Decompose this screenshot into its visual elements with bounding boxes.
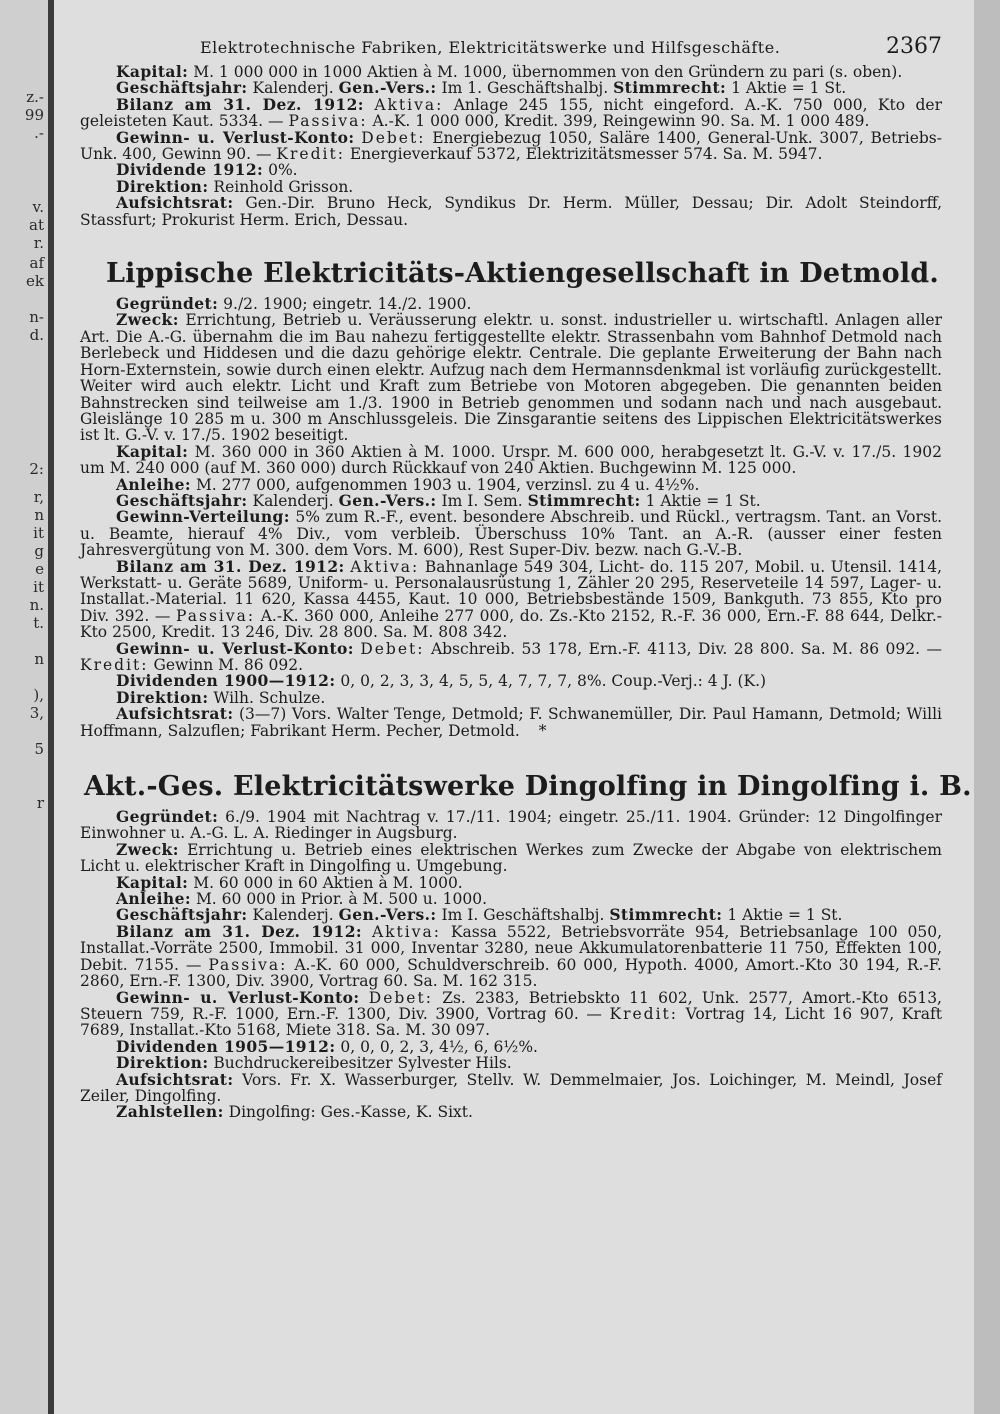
company-entry-continued xyxy=(80,64,942,228)
prev-fragment: n- xyxy=(29,308,44,326)
field-value: Energiebezug 1050, Saläre 1400, General-Unk. 3007, Betriebs-Unk. 400, Gewinn 90. — xyxy=(80,128,942,164)
entry-gewinn-verlust xyxy=(80,987,942,1040)
prev-fragment: n. xyxy=(29,596,44,614)
field-label: Kapital: xyxy=(116,872,189,892)
field-value: Buchdruckereibesitzer Sylvester Hils. xyxy=(213,1054,512,1073)
field-label: Direktion: xyxy=(116,1053,209,1073)
prev-fragment: g xyxy=(34,542,44,560)
field-label: Gewinn- u. Verlust-Konto: xyxy=(116,638,354,658)
entry-bilanz xyxy=(80,556,942,642)
field-label: Anleihe: xyxy=(116,474,191,494)
field-label: Gen.-Vers.: xyxy=(338,490,437,510)
field-value: Anlage 245 155, nicht eingeford. A.-K. 750 000, Kto der geleisteten Kaut. 5334. — xyxy=(80,95,942,131)
field-label: Gewinn- u. Verlust-Konto: xyxy=(116,127,355,147)
field-value: M. 360 000 in 360 Aktien à M. 1000. Urspr. M. 600 000, herabgesetzt lt. G.-V. v. 17./5. 1902 um M. 240 000 (auf M. 360 000) durch Rückkauf von 240 Aktien. Buchgewinn M. 125 000. xyxy=(80,442,942,478)
prev-fragment: 99 xyxy=(24,106,44,124)
field-label: Dividende 1912: xyxy=(116,160,264,180)
field-value: Vors. Fr. X. Wasserburger, Stellv. W. Demmelmaier, Jos. Loichinger, M. Meindl, Josef Zeiler, Dingolfing. xyxy=(80,1070,942,1105)
field-value: M. 277 000, aufgenommen 1903 u. 1904, verzinsl. zu 4 u. 4½%. xyxy=(195,475,700,494)
prev-fragment: v. xyxy=(32,198,44,216)
field-value: A.-K. 360 000, Anleihe 277 000, do. Zs.-Kto 2152, R.-F. 36 000, Ern.-F. 88 644, Delkr.-Kto 2500, Kredit. 13 246, Div. 28 800. Sa. M. 808 342. xyxy=(80,606,942,642)
company-entry-lippische xyxy=(80,258,942,739)
field-label: Stimmrecht: xyxy=(613,78,727,98)
entry-gewinn-verlust xyxy=(80,638,942,674)
entry-gewinn-verteilung xyxy=(80,509,942,558)
field-value: Kalenderj. xyxy=(252,906,334,925)
debet-label: Debet: xyxy=(368,988,433,1007)
field-label: Gen.-Vers.: xyxy=(338,78,437,98)
field-label: Geschäftsjahr: xyxy=(116,490,248,510)
field-label: Dividenden 1900—1912: xyxy=(116,671,336,691)
running-title: Elektrotechnische Fabriken, Elektricitätswerke und Hilfsgeschäfte. xyxy=(200,38,781,57)
field-label: Dividenden 1905—1912: xyxy=(116,1036,336,1056)
prev-fragment: ek xyxy=(26,272,44,290)
entry-kapital xyxy=(80,441,942,478)
field-label: Gewinn- u. Verlust-Konto: xyxy=(116,987,360,1007)
prev-fragment: e xyxy=(35,560,44,578)
field-label: Gegründet: xyxy=(116,294,219,314)
field-value: 0%. xyxy=(268,161,298,180)
field-value: 1 Aktie = 1 St. xyxy=(727,906,843,925)
entry-bilanz xyxy=(80,94,942,131)
field-value: 1 Aktie = 1 St. xyxy=(645,491,761,510)
field-label: Direktion: xyxy=(116,176,209,196)
field-value: 0, 0, 2, 3, 3, 4, 5, 5, 4, 7, 7, 7, 8%. Coup.-Verj.: 4 J. (K.) xyxy=(340,672,767,691)
field-value: M. 60 000 in Prior. à M. 500 u. 1000. xyxy=(195,890,487,909)
prev-fragment: d. xyxy=(29,326,44,344)
prev-fragment: r, xyxy=(33,488,44,506)
prev-fragment: it xyxy=(33,578,44,596)
aktiva-label: Aktiva: xyxy=(374,95,444,114)
entry-aufsichtsrat xyxy=(80,195,942,228)
field-label: Kapital: xyxy=(116,62,189,81)
field-value: (3—7) Vors. Walter Tenge, Detmold; F. Schwanemüller, Dir. Paul Hamann, Detmold; Willi Hoffmann, Salzuflen; Fabrikant Herm. Pecher, Detmold. xyxy=(80,705,942,740)
field-value: Vortrag 14, Licht 16 907, Kraft 7689, Installat.-Kto 5168, Miete 318. Sa. M. 30 097. xyxy=(80,1004,942,1040)
prev-fragment: t. xyxy=(33,614,44,632)
entry-zahlstellen xyxy=(80,1104,942,1120)
field-value: Reinhold Grisson. xyxy=(213,177,354,196)
entry-kapital xyxy=(80,872,942,892)
field-value: Errichtung, Betrieb u. Veräusserung elektr. u. sonst. industrieller u. wirtschaftl. Anlagen aller Art. Die A.-G. übernahm die im Bau nahezu fertiggestellte elektr. Strassenbahn vom Bahnhof Detmold nach Berlebeck und Hiddesen und die dazu gehörige elektr. Centrale. Die geplante Erweiterung der Bahn nach Horn-Externstein, sowie durch einen elektr. Aufzug nach dem Hermannsdenkmal ist vorläufig zurückgestellt. Weiter wird auch elektr. Licht und Kraft zum Betriebe von Motoren abgegeben. Die genannten beiden Bahnstrecken sind teilweise am 1./3. 1900 in Betrieb genommen und sodann nach und nach ausgebaut. Gleislänge 10 285 m u. 300 m Anschlussgeleis. Die Zinsgarantie seitens des Lippischen Elektricitätswerkes ist lt. G.-V. v. 17./5. 1902 beseitigt. xyxy=(80,311,942,445)
field-label: Geschäftsjahr: xyxy=(116,78,248,98)
field-label: Anleihe: xyxy=(116,889,191,909)
field-value: 5% zum R.-F., event. besondere Abschreib. und Rückl., vertragsm. Tant. an Vorst. u. Beamte, hierauf 4% Div., vom verbleib. Überschuss 10% Tant. an A.-R. (ausser einer festen Jahresvergütung von M. 300. dem Vors. M. 600), Rest Super-Div. bezw. nach G.-V.-B. xyxy=(80,508,942,560)
company-entry-dingolfing xyxy=(80,771,972,1122)
passiva-label: Passiva: xyxy=(176,606,256,625)
prev-fragment: .- xyxy=(34,124,44,142)
field-value: Kalenderj. xyxy=(252,491,334,510)
debet-label: Debet: xyxy=(361,128,426,147)
prev-fragment: r xyxy=(36,794,44,812)
field-value: Errichtung u. Betrieb eines elektrischen Werkes zum Zwecke der Abgabe von elektrischem Licht u. elektrischer Kraft in Dingolfing u. Umgebung. xyxy=(80,840,942,876)
field-value: Im I. Sem. xyxy=(441,491,523,510)
field-value: Kalenderj. xyxy=(252,79,334,98)
prev-fragment: r. xyxy=(33,234,44,252)
aktiva-label: Aktiva: xyxy=(371,922,441,941)
document-page xyxy=(54,0,974,1414)
company-title: Akt.-Ges. Elektricitätswerke Dingolfing in Dingolfing i. B. xyxy=(84,771,972,803)
field-value: M. 60 000 in 60 Aktien à M. 1000. xyxy=(193,873,463,892)
entry-aufsichtsrat xyxy=(80,1069,942,1105)
field-label: Aufsichtsrat: xyxy=(116,1069,234,1089)
passiva-label: Passiva: xyxy=(288,112,368,131)
field-value: Kassa 5522, Betriebsvorräte 954, Betriebsanlage 100 050, Installat.-Vorräte 2500, Immobil. 31 000, Inventar 3280, neue Akkumulatorenbatterie 11 750, Effekten 100, Debit. 7155. — xyxy=(80,922,943,974)
field-value: Gen.-Dir. Bruno Heck, Syndikus Dr. Herm. Müller, Dessau; Dir. Adolt Steindorff, Stassfurt; Prokurist Herm. Erich, Dessau. xyxy=(80,194,942,229)
field-label: Stimmrecht: xyxy=(527,490,641,510)
running-head xyxy=(80,34,942,64)
aktiva-label: Aktiva: xyxy=(350,557,420,576)
field-label: Bilanz am 31. Dez. 1912: xyxy=(116,921,363,941)
entry-bilanz xyxy=(80,921,943,991)
field-value: Im I. Geschäftshalbj. xyxy=(441,906,605,925)
page-content xyxy=(80,34,972,1122)
field-value: Gewinn M. 86 092. xyxy=(153,656,303,674)
prev-fragment: 5 xyxy=(34,740,44,758)
entry-aufsichtsrat xyxy=(80,706,942,739)
field-value: 0, 0, 0, 2, 3, 4½, 6, 6½%. xyxy=(340,1037,538,1056)
prev-fragment: 2: xyxy=(29,460,44,478)
field-label: Zweck: xyxy=(116,839,179,859)
field-label: Zweck: xyxy=(116,310,179,330)
prev-fragment: at xyxy=(29,216,44,234)
kredit-label: Kredit: xyxy=(276,145,345,164)
prev-fragment: n xyxy=(34,650,44,668)
field-value: A.-K. 1 000 000, Kredit. 399, Reingewinn 90. Sa. M. 1 000 489. xyxy=(372,112,870,131)
field-value: A.-K. 60 000, Schuldverschreib. 60 000, Hypoth. 4000, Amort.-Kto 30 194, R.-F. 2860, Ern.-F. 1300, Div. 3900, Vortrag 60. Sa. M. 162 315. xyxy=(80,955,942,991)
field-value: Zs. 2383, Betriebskto 11 602, Unk. 2577, Amort.-Kto 6513, Steuern 759, R.-F. 1000, Ern.-F. 1300, Div. 3900, Vortrag 60. — xyxy=(80,988,942,1023)
field-value: Energieverkauf 5372, Elektrizitätsmesser 574. Sa. M. 5947. xyxy=(349,145,823,164)
field-label: Geschäftsjahr: xyxy=(116,905,248,925)
field-value: 9./2. 1900; eingetr. 14./2. 1900. xyxy=(223,295,472,314)
entry-gegruendet xyxy=(80,809,942,842)
field-label: Zahlstellen: xyxy=(116,1102,224,1122)
field-label: Gen.-Vers.: xyxy=(338,905,437,925)
kredit-label: Kredit: xyxy=(80,656,149,674)
prev-fragment: af xyxy=(29,254,44,272)
field-value: Wilh. Schulze. xyxy=(213,688,326,707)
field-label: Stimmrecht: xyxy=(609,905,723,925)
field-label: Aufsichtsrat: xyxy=(116,193,234,213)
entry-gegruendet xyxy=(80,296,942,312)
page-number: 2367 xyxy=(886,34,942,59)
field-label: Direktion: xyxy=(116,687,209,707)
entry-dividenden xyxy=(80,673,942,689)
company-title: Lippische Elektricitäts-Aktiengesellschaft in Detmold. xyxy=(106,258,939,290)
field-label: Bilanz am 31. Dez. 1912: xyxy=(116,94,364,114)
entry-dividenden xyxy=(80,1036,942,1056)
field-value: Bahnanlage 549 304, Licht- do. 115 207, Mobil. u. Utensil. 1414, Werkstatt- u. Geräte 5689, Uniform- u. Personalausrüstung 1, Zähler 20 295, Reserveteile 14 597, Lager- u. Installat.-Material. 11 620, Kassa 4455, Kaut. 10 000, Betriebsbestände 1509, Bankguth. 73 855, Kto pro Div. 392. — xyxy=(80,557,942,625)
field-label: Aufsichtsrat: xyxy=(116,704,234,724)
debet-label: Debet: xyxy=(360,639,425,658)
field-label: Gewinn-Verteilung: xyxy=(116,507,290,527)
entry-zweck xyxy=(80,312,942,443)
entry-zweck xyxy=(80,839,942,876)
footnote-mark: * xyxy=(538,721,547,740)
field-value: 6./9. 1904 mit Nachtrag v. 17./11. 1904; eingetr. 25./11. 1904. Gründer: 12 Dingolfinger Einwohner u. A.-G. L. A. Riedinger in Augsburg. xyxy=(80,808,942,843)
kredit-label: Kredit: xyxy=(609,1004,678,1023)
prev-fragment: n xyxy=(34,506,44,524)
entry-gewinn-verlust xyxy=(80,127,942,164)
field-value: Im 1. Geschäftshalbj. xyxy=(441,79,609,98)
prev-fragment: it xyxy=(33,524,44,542)
page-right-margin xyxy=(974,0,1000,1414)
field-label: Bilanz am 31. Dez. 1912: xyxy=(116,556,345,576)
field-value: M. 1 000 000 in 1000 Aktien à M. 1000, übernommen von den Gründern zu pari (s. oben). xyxy=(193,63,903,81)
prev-fragment: z.- xyxy=(26,88,44,106)
entry-dividende xyxy=(80,162,942,178)
field-label: Gegründet: xyxy=(116,807,219,827)
prev-fragment: 3, xyxy=(29,704,44,722)
passiva-label: Passiva: xyxy=(208,955,288,974)
field-label: Kapital: xyxy=(116,441,189,461)
prev-fragment: ), xyxy=(33,686,44,704)
field-value: Dingolfing: Ges.-Kasse, K. Sixt. xyxy=(228,1103,473,1122)
field-value: 1 Aktie = 1 St. xyxy=(731,79,847,98)
field-value: Abschreib. 53 178, Ern.-F. 4113, Div. 28 800. Sa. M. 86 092. — xyxy=(430,639,942,658)
previous-page-strip xyxy=(0,0,48,1414)
